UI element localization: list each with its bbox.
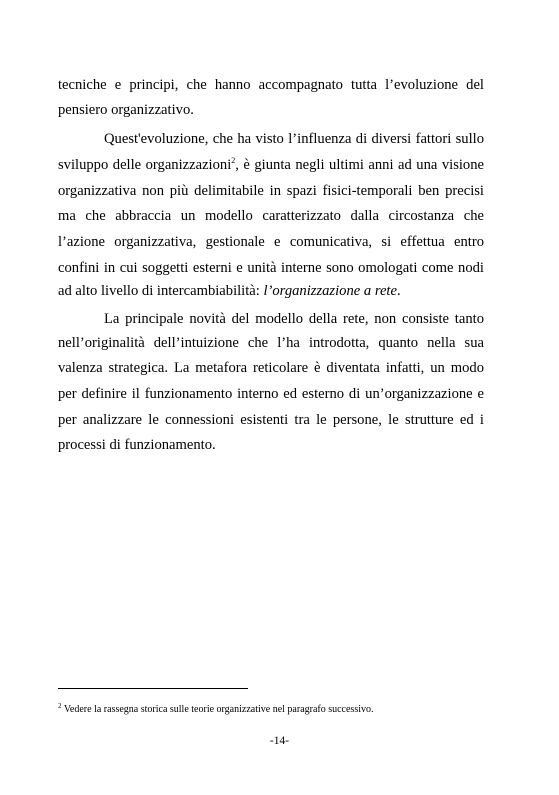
body-line: tecniche e principi, che hanno accompagnato tutta l’evoluzione del — [58, 77, 484, 93]
emphasized-term: l’organizzazione a rete — [263, 283, 397, 299]
footnote — [58, 704, 374, 716]
body-line: La principale novità del modello della rete, non consiste tanto — [104, 311, 484, 327]
body-line: per definire il funzionamento interno ed esterno di un’organizzazione e — [58, 386, 484, 402]
body-line: Quest'evoluzione, che ha visto l’influenza di diversi fattori sullo — [104, 131, 484, 147]
footnote-number: 2 — [58, 702, 62, 710]
body-line: per analizzare le connessioni esistenti tra le persone, le strutture ed i — [58, 412, 484, 428]
body-line: processi di funzionamento. — [58, 437, 216, 453]
body-text: , è giunta negli ultimi anni ad una visione — [235, 157, 485, 173]
footnote-separator — [58, 688, 248, 689]
body-text: . — [396, 283, 401, 299]
body-line: pensiero organizzativo. — [58, 102, 194, 118]
footnote-text: Vedere la rassegna storica sulle teorie organizzative nel paragrafo successivo. — [61, 704, 374, 715]
body-line-with-emphasis — [58, 282, 484, 300]
body-line: confini in cui soggetti esterni e unità interne sono omologati come nodi — [58, 260, 484, 276]
body-line: valenza strategica. La metafora reticolare è diventata infatti, un modo — [58, 360, 484, 376]
body-text: ad alto livello di intercambiabilità: — [58, 283, 264, 299]
body-text: sviluppo delle organizzazioni — [58, 157, 232, 173]
body-line: organizzativa non più delimitabile in spazi fisici-temporali ben precisi — [58, 183, 484, 199]
body-line: l’azione organizzativa, gestionale e comunicativa, si effettua entro — [58, 234, 484, 250]
body-line: ma che abbraccia un modello caratterizzato dalla circostanza che — [58, 208, 484, 224]
footnote-reference: 2 — [231, 156, 236, 165]
body-line: nell’originalità dell’intuizione che l’ha introdotta, quanto nella sua — [58, 335, 484, 351]
page-number: -14- — [269, 735, 290, 747]
body-line-with-footnote-ref — [58, 156, 484, 174]
